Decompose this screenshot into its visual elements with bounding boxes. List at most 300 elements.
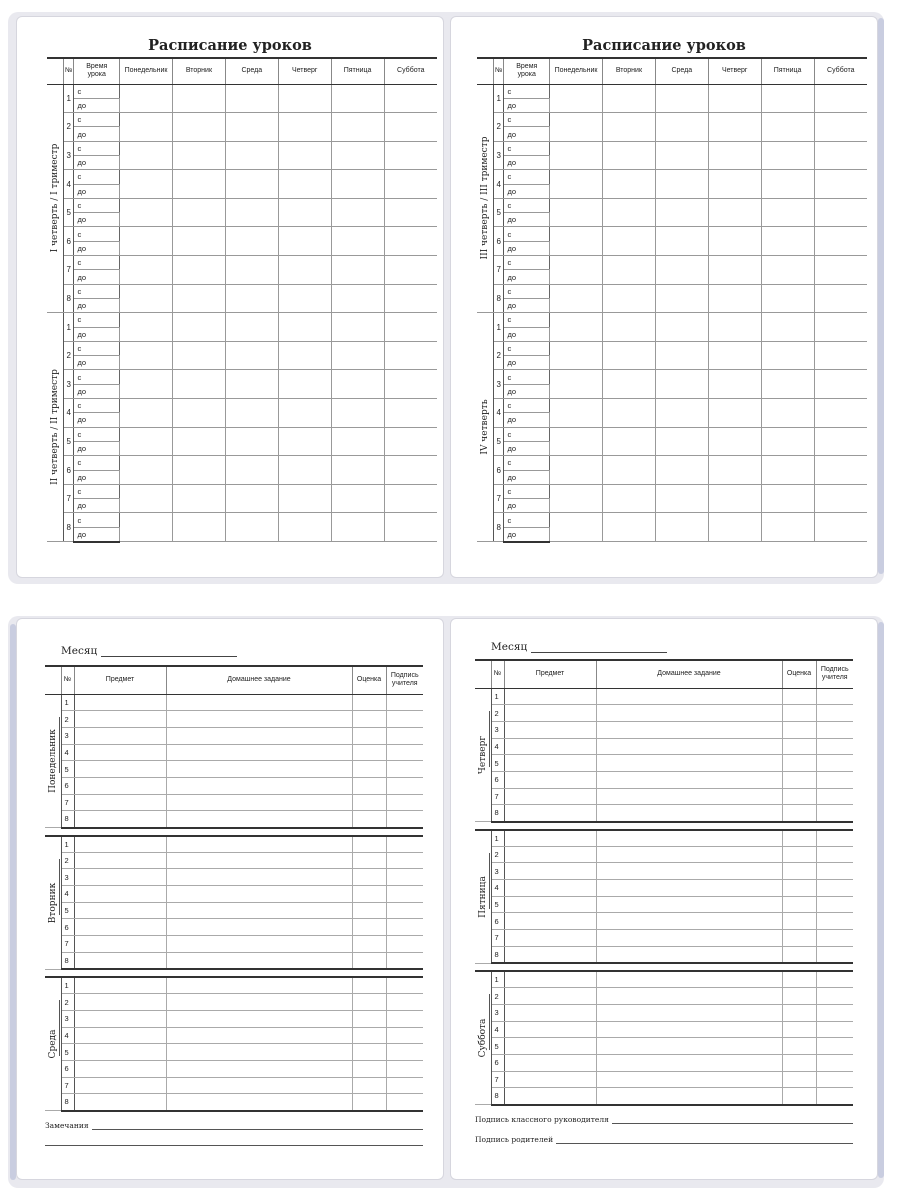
from-time-field[interactable]: с <box>74 399 120 413</box>
signature-cell[interactable] <box>386 994 423 1011</box>
task-cell[interactable] <box>596 896 782 913</box>
from-time-field[interactable]: с <box>74 170 120 184</box>
to-time-field[interactable]: до <box>74 413 120 427</box>
subject-cell[interactable] <box>74 761 166 778</box>
subject-cell[interactable] <box>74 727 166 744</box>
signature-cell[interactable] <box>816 1038 853 1055</box>
from-time-field[interactable]: с <box>74 113 120 127</box>
lesson-cell[interactable] <box>278 113 331 142</box>
lesson-cell[interactable] <box>602 313 655 342</box>
task-cell[interactable] <box>166 977 352 994</box>
task-cell[interactable] <box>166 777 352 794</box>
lesson-cell[interactable] <box>120 513 173 542</box>
lesson-cell[interactable] <box>761 84 814 113</box>
lesson-cell[interactable] <box>120 399 173 428</box>
lesson-cell[interactable] <box>172 313 225 342</box>
lesson-cell[interactable] <box>331 370 384 399</box>
lesson-cell[interactable] <box>331 141 384 170</box>
grade-cell[interactable] <box>352 744 386 761</box>
subject-cell[interactable] <box>74 1010 166 1027</box>
task-cell[interactable] <box>166 794 352 811</box>
lesson-cell[interactable] <box>655 141 708 170</box>
lesson-cell[interactable] <box>550 513 603 542</box>
lesson-cell[interactable] <box>278 284 331 313</box>
task-cell[interactable] <box>596 688 782 705</box>
from-time-field[interactable]: с <box>504 399 550 413</box>
lesson-cell[interactable] <box>550 198 603 227</box>
signature-cell[interactable] <box>816 1021 853 1038</box>
lesson-cell[interactable] <box>384 256 437 285</box>
from-time-field[interactable]: с <box>504 170 550 184</box>
task-cell[interactable] <box>166 936 352 953</box>
signature-cell[interactable] <box>816 830 853 847</box>
lesson-cell[interactable] <box>655 513 708 542</box>
lesson-cell[interactable] <box>708 198 761 227</box>
lesson-cell[interactable] <box>278 84 331 113</box>
grade-cell[interactable] <box>352 836 386 853</box>
lesson-cell[interactable] <box>761 427 814 456</box>
lesson-cell[interactable] <box>120 170 173 199</box>
grade-cell[interactable] <box>782 721 816 738</box>
lesson-cell[interactable] <box>602 198 655 227</box>
lesson-cell[interactable] <box>814 513 867 542</box>
lesson-cell[interactable] <box>602 513 655 542</box>
signature-cell[interactable] <box>386 1010 423 1027</box>
signature-cell[interactable] <box>386 852 423 869</box>
task-cell[interactable] <box>166 994 352 1011</box>
signature-cell[interactable] <box>816 988 853 1005</box>
signature-cell[interactable] <box>386 1094 423 1111</box>
signature-cell[interactable] <box>816 1004 853 1021</box>
to-time-field[interactable]: до <box>74 98 120 112</box>
lesson-cell[interactable] <box>708 141 761 170</box>
to-time-field[interactable]: до <box>74 441 120 455</box>
subject-cell[interactable] <box>504 913 596 930</box>
grade-cell[interactable] <box>782 1054 816 1071</box>
lesson-cell[interactable] <box>602 227 655 256</box>
task-cell[interactable] <box>166 761 352 778</box>
task-cell[interactable] <box>596 988 782 1005</box>
to-time-field[interactable]: до <box>504 527 550 541</box>
lesson-cell[interactable] <box>550 84 603 113</box>
lesson-cell[interactable] <box>708 84 761 113</box>
signature-cell[interactable] <box>386 1044 423 1061</box>
lesson-cell[interactable] <box>550 113 603 142</box>
lesson-cell[interactable] <box>708 513 761 542</box>
grade-cell[interactable] <box>782 913 816 930</box>
grade-cell[interactable] <box>782 1004 816 1021</box>
lesson-cell[interactable] <box>761 284 814 313</box>
subject-cell[interactable] <box>504 738 596 755</box>
grade-cell[interactable] <box>782 988 816 1005</box>
lesson-cell[interactable] <box>172 84 225 113</box>
lesson-cell[interactable] <box>602 170 655 199</box>
signature-cell[interactable] <box>386 919 423 936</box>
lesson-cell[interactable] <box>814 284 867 313</box>
subject-cell[interactable] <box>504 1038 596 1055</box>
lesson-cell[interactable] <box>331 84 384 113</box>
lesson-cell[interactable] <box>278 456 331 485</box>
task-cell[interactable] <box>166 694 352 711</box>
grade-cell[interactable] <box>782 1038 816 1055</box>
signature-cell[interactable] <box>816 688 853 705</box>
grade-cell[interactable] <box>352 886 386 903</box>
grade-cell[interactable] <box>352 869 386 886</box>
subject-cell[interactable] <box>504 971 596 988</box>
lesson-cell[interactable] <box>708 341 761 370</box>
grade-cell[interactable] <box>352 977 386 994</box>
lesson-cell[interactable] <box>331 113 384 142</box>
grade-cell[interactable] <box>782 846 816 863</box>
task-cell[interactable] <box>596 846 782 863</box>
signature-cell[interactable] <box>816 721 853 738</box>
lesson-cell[interactable] <box>761 456 814 485</box>
lesson-cell[interactable] <box>278 313 331 342</box>
lesson-cell[interactable] <box>550 141 603 170</box>
lesson-cell[interactable] <box>655 399 708 428</box>
task-cell[interactable] <box>596 738 782 755</box>
lesson-cell[interactable] <box>331 256 384 285</box>
subject-cell[interactable] <box>74 977 166 994</box>
from-time-field[interactable]: с <box>504 427 550 441</box>
signature-cell[interactable] <box>816 1054 853 1071</box>
lesson-cell[interactable] <box>384 284 437 313</box>
lesson-cell[interactable] <box>225 341 278 370</box>
month-field[interactable] <box>491 641 667 653</box>
signature-cell[interactable] <box>386 761 423 778</box>
lesson-cell[interactable] <box>331 284 384 313</box>
lesson-cell[interactable] <box>655 284 708 313</box>
lesson-cell[interactable] <box>708 313 761 342</box>
subject-cell[interactable] <box>74 886 166 903</box>
to-time-field[interactable]: до <box>74 499 120 513</box>
from-time-field[interactable]: с <box>504 313 550 327</box>
signature-cell[interactable] <box>816 805 853 822</box>
lesson-cell[interactable] <box>602 484 655 513</box>
task-cell[interactable] <box>166 1027 352 1044</box>
from-time-field[interactable]: с <box>504 484 550 498</box>
subject-cell[interactable] <box>504 946 596 963</box>
task-cell[interactable] <box>596 721 782 738</box>
from-time-field[interactable]: с <box>74 227 120 241</box>
grade-cell[interactable] <box>352 852 386 869</box>
lesson-cell[interactable] <box>331 198 384 227</box>
lesson-cell[interactable] <box>814 141 867 170</box>
task-cell[interactable] <box>596 788 782 805</box>
grade-cell[interactable] <box>352 919 386 936</box>
subject-cell[interactable] <box>504 788 596 805</box>
from-time-field[interactable]: с <box>74 341 120 355</box>
to-time-field[interactable]: до <box>504 384 550 398</box>
signature-cell[interactable] <box>386 902 423 919</box>
lesson-cell[interactable] <box>278 370 331 399</box>
notes-field[interactable] <box>45 1121 423 1130</box>
to-time-field[interactable]: до <box>504 155 550 169</box>
task-cell[interactable] <box>166 811 352 828</box>
lesson-cell[interactable] <box>708 284 761 313</box>
grade-cell[interactable] <box>352 1077 386 1094</box>
to-time-field[interactable]: до <box>74 327 120 341</box>
grade-cell[interactable] <box>352 902 386 919</box>
grade-cell[interactable] <box>352 811 386 828</box>
subject-cell[interactable] <box>74 1027 166 1044</box>
lesson-cell[interactable] <box>761 141 814 170</box>
lesson-cell[interactable] <box>331 399 384 428</box>
lesson-cell[interactable] <box>655 456 708 485</box>
subject-cell[interactable] <box>74 1060 166 1077</box>
task-cell[interactable] <box>166 744 352 761</box>
subject-cell[interactable] <box>74 902 166 919</box>
lesson-cell[interactable] <box>225 427 278 456</box>
to-time-field[interactable]: до <box>74 155 120 169</box>
task-cell[interactable] <box>596 1004 782 1021</box>
signature-cell[interactable] <box>816 946 853 963</box>
grade-cell[interactable] <box>782 880 816 897</box>
lesson-cell[interactable] <box>172 256 225 285</box>
lesson-cell[interactable] <box>655 313 708 342</box>
lesson-cell[interactable] <box>708 256 761 285</box>
from-time-field[interactable]: с <box>504 284 550 298</box>
lesson-cell[interactable] <box>708 170 761 199</box>
lesson-cell[interactable] <box>120 113 173 142</box>
lesson-cell[interactable] <box>708 113 761 142</box>
subject-cell[interactable] <box>504 988 596 1005</box>
lesson-cell[interactable] <box>761 313 814 342</box>
signature-cell[interactable] <box>816 846 853 863</box>
grade-cell[interactable] <box>352 711 386 728</box>
lesson-cell[interactable] <box>172 227 225 256</box>
grade-cell[interactable] <box>782 1088 816 1105</box>
signature-cell[interactable] <box>816 738 853 755</box>
lesson-cell[interactable] <box>761 198 814 227</box>
subject-cell[interactable] <box>504 880 596 897</box>
to-time-field[interactable]: до <box>504 127 550 141</box>
lesson-cell[interactable] <box>172 456 225 485</box>
subject-cell[interactable] <box>74 919 166 936</box>
lesson-cell[interactable] <box>602 399 655 428</box>
lesson-cell[interactable] <box>814 170 867 199</box>
lesson-cell[interactable] <box>172 284 225 313</box>
grade-cell[interactable] <box>782 971 816 988</box>
lesson-cell[interactable] <box>225 484 278 513</box>
to-time-field[interactable]: до <box>504 241 550 255</box>
lesson-cell[interactable] <box>225 399 278 428</box>
lesson-cell[interactable] <box>172 427 225 456</box>
lesson-cell[interactable] <box>278 513 331 542</box>
from-time-field[interactable]: с <box>504 513 550 527</box>
lesson-cell[interactable] <box>814 256 867 285</box>
signature-cell[interactable] <box>816 788 853 805</box>
lesson-cell[interactable] <box>602 84 655 113</box>
lesson-cell[interactable] <box>172 513 225 542</box>
signature-cell[interactable] <box>816 1071 853 1088</box>
subject-cell[interactable] <box>74 869 166 886</box>
from-time-field[interactable]: с <box>74 284 120 298</box>
from-time-field[interactable]: с <box>74 141 120 155</box>
from-time-field[interactable]: с <box>74 198 120 212</box>
from-time-field[interactable]: с <box>74 84 120 98</box>
lesson-cell[interactable] <box>172 170 225 199</box>
lesson-cell[interactable] <box>602 341 655 370</box>
to-time-field[interactable]: до <box>504 184 550 198</box>
signature-cell[interactable] <box>386 977 423 994</box>
signature-cell[interactable] <box>386 836 423 853</box>
signature-cell[interactable] <box>386 777 423 794</box>
subject-cell[interactable] <box>74 852 166 869</box>
lesson-cell[interactable] <box>120 427 173 456</box>
task-cell[interactable] <box>596 1054 782 1071</box>
from-time-field[interactable]: с <box>504 227 550 241</box>
lesson-cell[interactable] <box>225 456 278 485</box>
to-time-field[interactable]: до <box>74 384 120 398</box>
lesson-cell[interactable] <box>814 341 867 370</box>
lesson-cell[interactable] <box>172 141 225 170</box>
lesson-cell[interactable] <box>550 341 603 370</box>
task-cell[interactable] <box>596 805 782 822</box>
signature-cell[interactable] <box>816 1088 853 1105</box>
lesson-cell[interactable] <box>120 141 173 170</box>
to-time-field[interactable]: до <box>74 527 120 541</box>
grade-cell[interactable] <box>782 930 816 947</box>
task-cell[interactable] <box>596 880 782 897</box>
subject-cell[interactable] <box>504 688 596 705</box>
lesson-cell[interactable] <box>331 170 384 199</box>
grade-cell[interactable] <box>782 1071 816 1088</box>
task-cell[interactable] <box>166 1060 352 1077</box>
grade-cell[interactable] <box>352 727 386 744</box>
grade-cell[interactable] <box>352 777 386 794</box>
lesson-cell[interactable] <box>384 456 437 485</box>
lesson-cell[interactable] <box>655 427 708 456</box>
from-time-field[interactable]: с <box>504 341 550 355</box>
lesson-cell[interactable] <box>225 513 278 542</box>
to-time-field[interactable]: до <box>74 213 120 227</box>
lesson-cell[interactable] <box>225 198 278 227</box>
lesson-cell[interactable] <box>761 113 814 142</box>
lesson-cell[interactable] <box>761 170 814 199</box>
grade-cell[interactable] <box>352 1044 386 1061</box>
subject-cell[interactable] <box>504 1088 596 1105</box>
to-time-field[interactable]: до <box>74 184 120 198</box>
lesson-cell[interactable] <box>172 198 225 227</box>
grade-cell[interactable] <box>352 1010 386 1027</box>
signature-cell[interactable] <box>816 771 853 788</box>
lesson-cell[interactable] <box>172 399 225 428</box>
lesson-cell[interactable] <box>225 227 278 256</box>
lesson-cell[interactable] <box>384 141 437 170</box>
lesson-cell[interactable] <box>602 284 655 313</box>
lesson-cell[interactable] <box>120 313 173 342</box>
lesson-cell[interactable] <box>708 370 761 399</box>
lesson-cell[interactable] <box>384 198 437 227</box>
lesson-cell[interactable] <box>814 399 867 428</box>
signature-cell[interactable] <box>386 869 423 886</box>
grade-cell[interactable] <box>352 1060 386 1077</box>
signature-cell[interactable] <box>816 880 853 897</box>
task-cell[interactable] <box>596 946 782 963</box>
lesson-cell[interactable] <box>602 256 655 285</box>
from-time-field[interactable]: с <box>74 456 120 470</box>
subject-cell[interactable] <box>504 896 596 913</box>
lesson-cell[interactable] <box>384 227 437 256</box>
to-time-field[interactable]: до <box>504 499 550 513</box>
to-time-field[interactable]: до <box>74 298 120 312</box>
subject-cell[interactable] <box>504 930 596 947</box>
grade-cell[interactable] <box>782 688 816 705</box>
grade-cell[interactable] <box>782 805 816 822</box>
grade-cell[interactable] <box>352 794 386 811</box>
signature-cell[interactable] <box>386 727 423 744</box>
lesson-cell[interactable] <box>172 484 225 513</box>
task-cell[interactable] <box>596 1088 782 1105</box>
lesson-cell[interactable] <box>761 256 814 285</box>
task-cell[interactable] <box>166 869 352 886</box>
lesson-cell[interactable] <box>225 256 278 285</box>
lesson-cell[interactable] <box>278 484 331 513</box>
subject-cell[interactable] <box>504 830 596 847</box>
to-time-field[interactable]: до <box>74 270 120 284</box>
lesson-cell[interactable] <box>708 427 761 456</box>
signature-cell[interactable] <box>386 811 423 828</box>
lesson-cell[interactable] <box>761 341 814 370</box>
lesson-cell[interactable] <box>550 427 603 456</box>
lesson-cell[interactable] <box>761 370 814 399</box>
lesson-cell[interactable] <box>761 513 814 542</box>
signature-cell[interactable] <box>386 936 423 953</box>
to-time-field[interactable]: до <box>504 356 550 370</box>
subject-cell[interactable] <box>74 1094 166 1111</box>
task-cell[interactable] <box>166 1010 352 1027</box>
lesson-cell[interactable] <box>225 84 278 113</box>
parents-signature-field[interactable] <box>475 1135 853 1144</box>
lesson-cell[interactable] <box>278 141 331 170</box>
to-time-field[interactable]: до <box>74 241 120 255</box>
to-time-field[interactable]: до <box>504 213 550 227</box>
subject-cell[interactable] <box>504 1004 596 1021</box>
to-time-field[interactable]: до <box>74 356 120 370</box>
lesson-cell[interactable] <box>814 198 867 227</box>
lesson-cell[interactable] <box>761 399 814 428</box>
lesson-cell[interactable] <box>331 313 384 342</box>
lesson-cell[interactable] <box>655 84 708 113</box>
task-cell[interactable] <box>596 863 782 880</box>
grade-cell[interactable] <box>352 761 386 778</box>
from-time-field[interactable]: с <box>74 256 120 270</box>
lesson-cell[interactable] <box>225 141 278 170</box>
grade-cell[interactable] <box>352 936 386 953</box>
task-cell[interactable] <box>166 886 352 903</box>
from-time-field[interactable]: с <box>74 513 120 527</box>
lesson-cell[interactable] <box>331 456 384 485</box>
to-time-field[interactable]: до <box>504 98 550 112</box>
grade-cell[interactable] <box>352 694 386 711</box>
lesson-cell[interactable] <box>331 513 384 542</box>
task-cell[interactable] <box>166 952 352 969</box>
lesson-cell[interactable] <box>814 84 867 113</box>
lesson-cell[interactable] <box>384 399 437 428</box>
grade-cell[interactable] <box>782 755 816 772</box>
subject-cell[interactable] <box>504 1071 596 1088</box>
lesson-cell[interactable] <box>384 341 437 370</box>
grade-cell[interactable] <box>352 952 386 969</box>
signature-cell[interactable] <box>816 913 853 930</box>
lesson-cell[interactable] <box>761 484 814 513</box>
from-time-field[interactable]: с <box>504 370 550 384</box>
lesson-cell[interactable] <box>120 370 173 399</box>
task-cell[interactable] <box>596 705 782 722</box>
lesson-cell[interactable] <box>120 256 173 285</box>
lesson-cell[interactable] <box>550 313 603 342</box>
